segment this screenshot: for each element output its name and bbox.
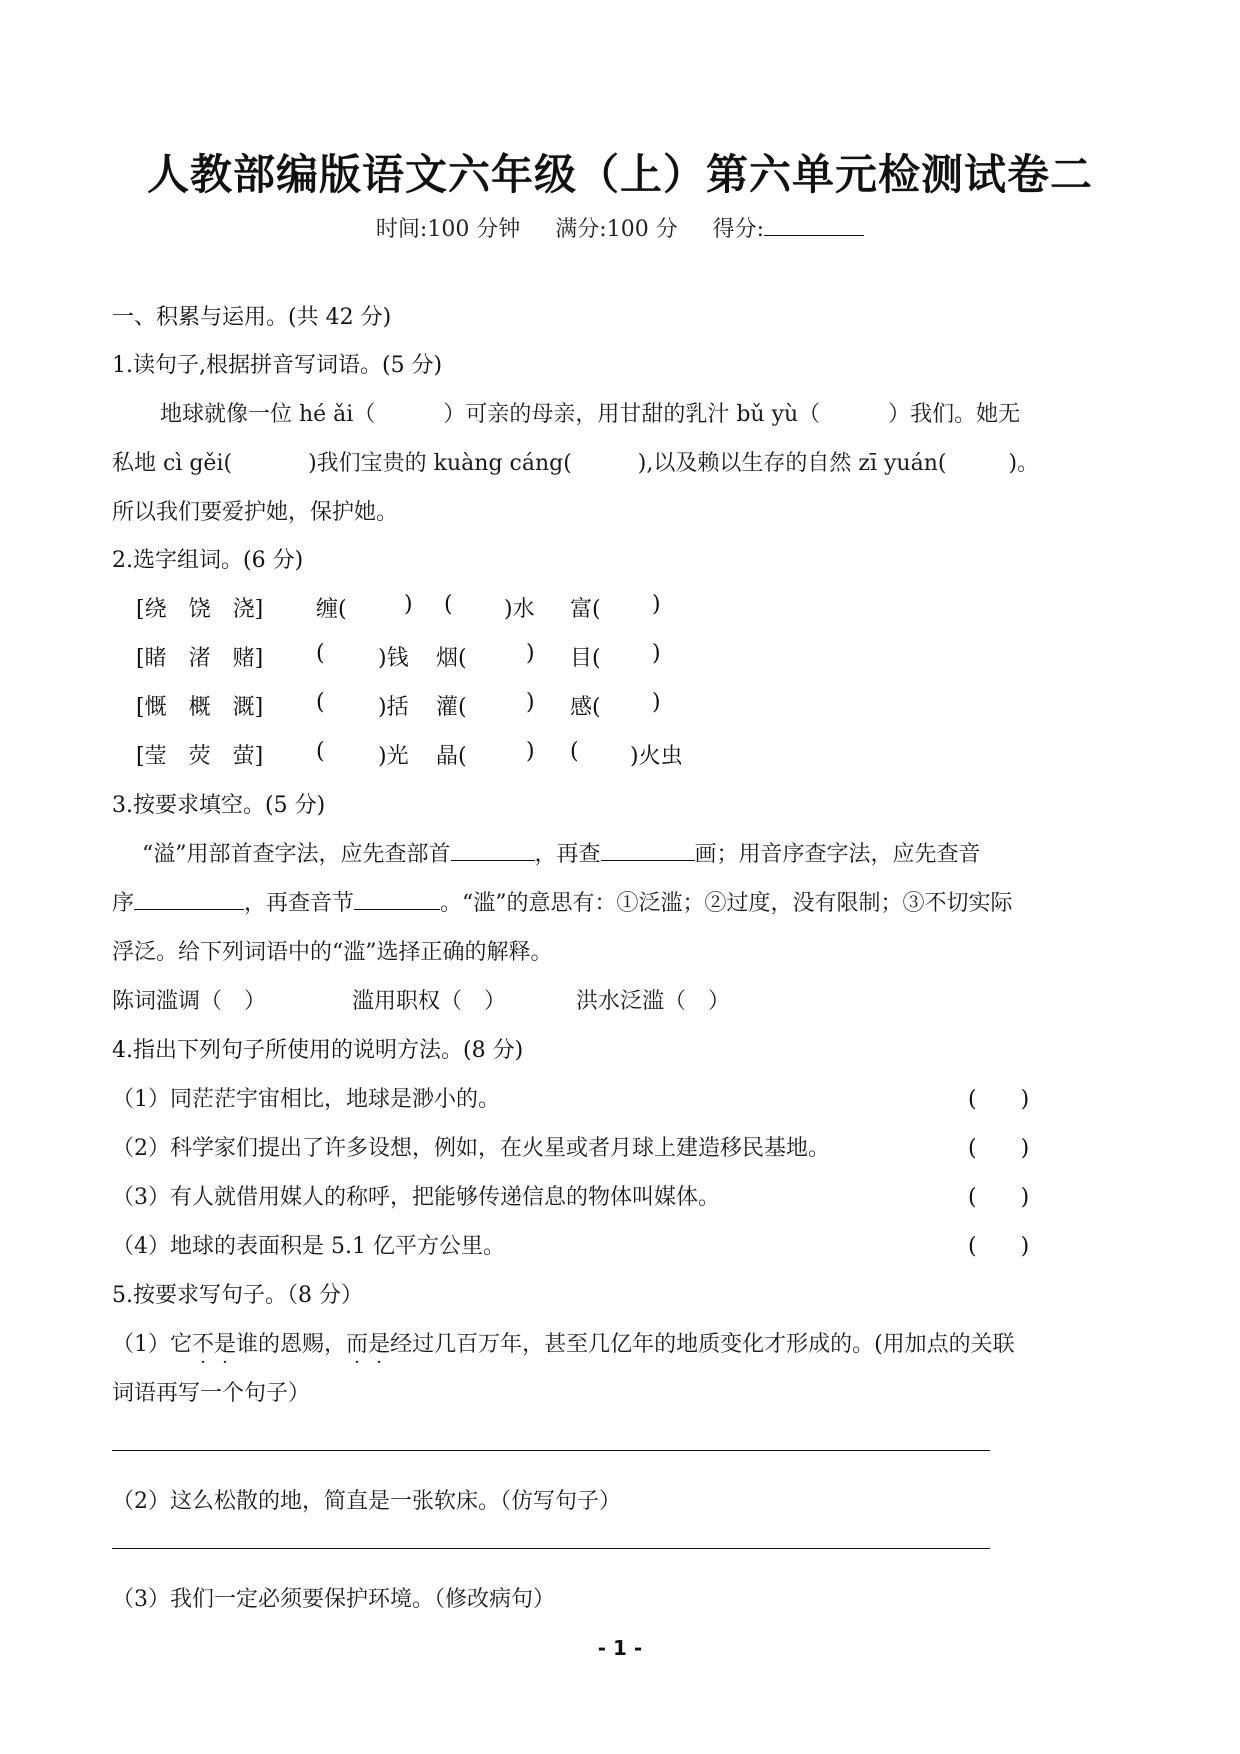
answer-line[interactable] bbox=[112, 1450, 990, 1451]
stroke-count-blank[interactable] bbox=[601, 838, 695, 861]
question-1-line-2 bbox=[112, 446, 1039, 477]
q1-text: 地球就像一位 hé ǎi（ bbox=[160, 402, 376, 427]
q2-item: )火虫 bbox=[630, 744, 683, 769]
q2-char-group: [绕 饶 浇] bbox=[136, 597, 264, 622]
question-1-heading: 1.读句子,根据拼音写词语。(5 分) bbox=[112, 353, 443, 378]
q1-text: 私地 cì gěi( bbox=[112, 451, 233, 476]
q3-text: ，再查音节 bbox=[244, 891, 355, 916]
answer-paren[interactable]: ( ) bbox=[968, 1087, 1030, 1112]
q2-item: ) bbox=[526, 739, 535, 764]
question-5-item-1-cont: 词语再写一个句子） bbox=[112, 1381, 311, 1406]
q2-char-group: [睹 渚 赌] bbox=[136, 646, 264, 671]
question-3-choice[interactable]: 陈词滥调（ ） bbox=[112, 989, 267, 1014]
page-number: - 1 - bbox=[597, 1636, 643, 1660]
syllable-blank[interactable] bbox=[354, 887, 440, 910]
question-3-heading: 3.按要求填空。(5 分) bbox=[112, 793, 326, 818]
exam-title: 人教部编版语文六年级（上）第六单元检测试卷二 bbox=[146, 150, 1093, 199]
question-5-item-2: （2）这么松散的地，简直是一张软床。（仿写句子） bbox=[112, 1489, 621, 1514]
q2-char-group: [慨 概 溉] bbox=[136, 695, 264, 720]
q2-item[interactable]: ( bbox=[316, 641, 325, 666]
q5-text: 谁的恩赐， bbox=[236, 1332, 347, 1357]
q3-text: “溢”用部首查字法，应先查部首 bbox=[142, 842, 451, 867]
q2-item[interactable]: ( bbox=[570, 739, 579, 764]
q2-item[interactable]: 灌( bbox=[436, 695, 467, 720]
q2-item: )水 bbox=[504, 597, 535, 622]
q2-item: ) bbox=[652, 592, 661, 617]
answer-paren[interactable]: ( ) bbox=[968, 1234, 1030, 1259]
section-heading: 一、积累与运用。(共 42 分) bbox=[112, 305, 392, 330]
q2-char-group: [莹 荧 萤] bbox=[136, 744, 264, 769]
q2-item[interactable]: 烟( bbox=[436, 646, 467, 671]
score-label: 得分: bbox=[712, 217, 765, 242]
question-1-line-1 bbox=[160, 397, 1020, 428]
q2-item: )钱 bbox=[378, 646, 409, 671]
question-3-line-2 bbox=[112, 886, 1013, 917]
emphasized-word: 是 bbox=[368, 1332, 391, 1357]
q2-item[interactable]: 富( bbox=[570, 597, 601, 622]
q3-text: 画；用音序查字法，应先查音 bbox=[694, 842, 981, 867]
q3-text: 。“滥”的意思有：①泛滥；②过度，没有限制；③不切实际 bbox=[440, 891, 1013, 916]
q2-item[interactable]: ( bbox=[444, 592, 453, 617]
q5-text: （1）它 bbox=[112, 1332, 192, 1357]
q1-text: )我们宝贵的 kuàng cáng( bbox=[308, 451, 572, 476]
question-3-line-3: 浮泛。给下列词语中的“滥”选择正确的解释。 bbox=[112, 940, 553, 965]
emphasized-word: 而 bbox=[346, 1332, 369, 1357]
q2-item: ) bbox=[652, 690, 661, 715]
q1-text: ),以及赖以生存的自然 zī yuán( bbox=[637, 451, 947, 476]
question-4-item: （4）地球的表面积是 5.1 亿平方公里。 bbox=[112, 1234, 505, 1259]
q2-item[interactable]: 缠( bbox=[316, 597, 347, 622]
question-2-heading: 2.选字组词。(6 分) bbox=[112, 548, 304, 573]
question-1-line-3: 所以我们要爱护她，保护她。 bbox=[112, 500, 399, 525]
radical-blank[interactable] bbox=[451, 838, 535, 861]
q2-item: ) bbox=[526, 690, 535, 715]
question-5-heading: 5.按要求写句子。（8 分） bbox=[112, 1283, 363, 1308]
q2-item[interactable]: 感( bbox=[570, 695, 601, 720]
q2-item: )括 bbox=[378, 695, 409, 720]
question-5-item-3: （3）我们一定必须要保护环境。（修改病句） bbox=[112, 1587, 555, 1612]
question-4-item: （2）科学家们提出了许多设想，例如，在火星或者月球上建造移民基地。 bbox=[112, 1136, 830, 1161]
q2-item: ) bbox=[652, 641, 661, 666]
q2-item[interactable]: 目( bbox=[570, 646, 601, 671]
q2-item: ) bbox=[526, 641, 535, 666]
question-4-heading: 4.指出下列句子所使用的说明方法。(8 分) bbox=[112, 1038, 524, 1063]
answer-paren[interactable]: ( ) bbox=[968, 1185, 1030, 1210]
exam-info bbox=[0, 212, 1240, 243]
q3-text: ，再查 bbox=[534, 842, 601, 867]
question-3-line-1 bbox=[142, 837, 981, 868]
answer-paren[interactable]: ( ) bbox=[968, 1136, 1030, 1161]
time-label: 时间:100 分钟 bbox=[375, 217, 521, 242]
emphasized-word: 是 bbox=[214, 1332, 237, 1357]
question-3-choice[interactable]: 洪水泛滥（ ） bbox=[576, 989, 731, 1014]
question-3-choice[interactable]: 滥用职权（ ） bbox=[352, 989, 507, 1014]
q2-item: )光 bbox=[378, 744, 409, 769]
score-blank[interactable] bbox=[764, 213, 864, 236]
question-4-item: （3）有人就借用媒人的称呼，把能够传递信息的物体叫媒体。 bbox=[112, 1185, 720, 1210]
emphasized-word: 不 bbox=[192, 1332, 215, 1357]
q3-text: 序 bbox=[112, 891, 135, 916]
q2-item[interactable]: 晶( bbox=[436, 744, 467, 769]
q2-item: ) bbox=[404, 592, 413, 617]
answer-line[interactable] bbox=[112, 1548, 990, 1549]
q1-text: )。 bbox=[1008, 451, 1040, 476]
q2-item[interactable]: ( bbox=[316, 690, 325, 715]
full-score-label: 满分:100 分 bbox=[555, 217, 678, 242]
q1-text: ）可亲的母亲，用甘甜的乳汁 bǔ yù（ bbox=[443, 402, 821, 427]
q5-text: 经过几百万年，甚至几亿年的地质变化才形成的。(用加点的关联 bbox=[390, 1332, 1015, 1357]
question-4-item: （1）同茫茫宇宙相比，地球是渺小的。 bbox=[112, 1087, 500, 1112]
question-5-item-1 bbox=[112, 1327, 1015, 1358]
q1-text: ）我们。她无 bbox=[888, 402, 1021, 427]
pinyin-initial-blank[interactable] bbox=[134, 887, 244, 910]
q2-item[interactable]: ( bbox=[316, 739, 325, 764]
